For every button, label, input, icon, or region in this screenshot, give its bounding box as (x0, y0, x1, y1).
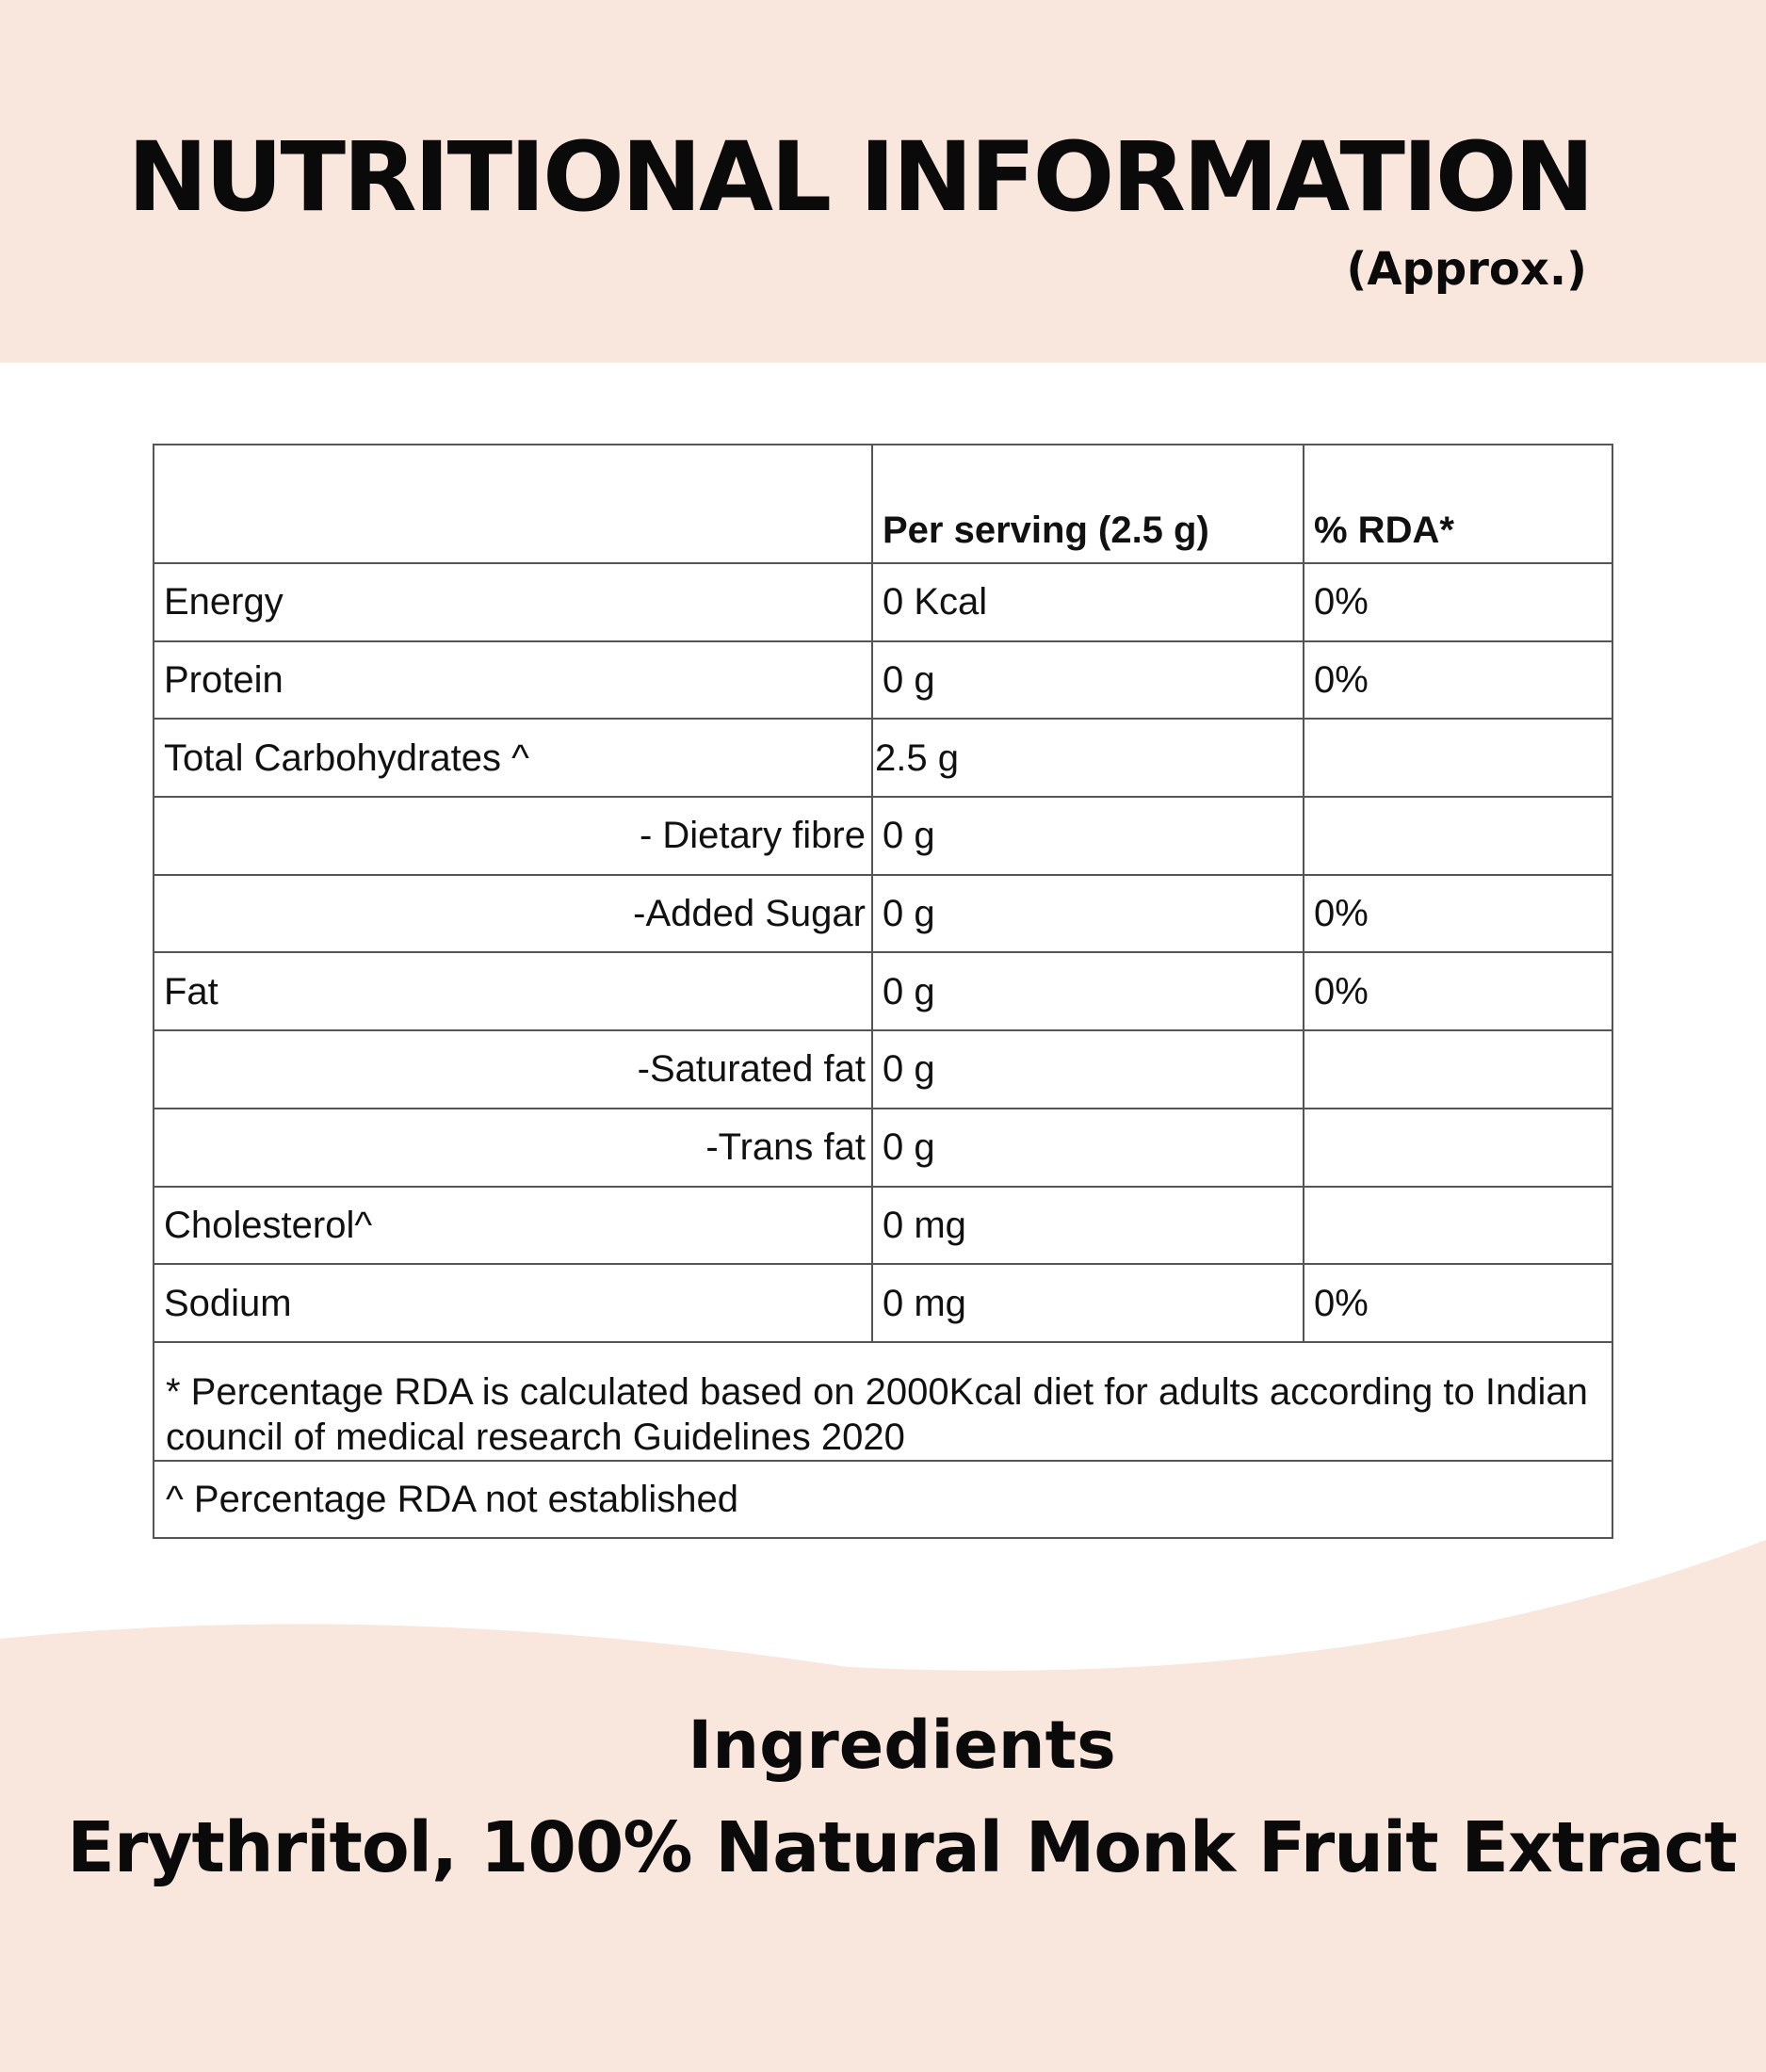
page-title: NUTRITIONAL INFORMATION (127, 121, 1592, 234)
page-subtitle: (Approx.) (1346, 243, 1587, 296)
per-serving-value: 0 mg (873, 1188, 1304, 1264)
ingredients-list: Erythritol, 100% Natural Monk Fruit Extract (67, 1807, 1737, 1888)
table-row (154, 796, 1612, 874)
table-row (154, 874, 1612, 952)
per-serving-value: 0 g (873, 1109, 1304, 1186)
footnote-rda-basis: * Percentage RDA is calculated based on 2000Kcal diet for adults according to Indian council of medical research Guidelines 2020 (154, 1341, 1612, 1460)
rda-value (1304, 720, 1612, 796)
nutrition-table (153, 444, 1613, 1539)
nutrient-name: Total Carbohydrates ^ (154, 720, 873, 796)
bottom-wave-background (0, 1507, 1766, 2072)
per-serving-value: 0 g (873, 642, 1304, 719)
per-serving-value: 0 g (873, 953, 1304, 1029)
table-row (154, 951, 1612, 1029)
column-header-rda: % RDA* (1314, 510, 1454, 551)
rda-value (1304, 1031, 1612, 1108)
table-row (154, 1263, 1612, 1341)
per-serving-value: 2.5 g (873, 720, 1304, 796)
nutrient-name: Protein (154, 642, 873, 719)
rda-value: 0% (1314, 970, 1369, 1012)
rda-value: 0% (1314, 581, 1369, 623)
column-header-nutrient (154, 445, 873, 562)
per-serving-value: 0 g (873, 876, 1304, 952)
rda-value: 0% (1314, 659, 1369, 702)
nutrient-name: Sodium (154, 1265, 873, 1341)
table-row (154, 1029, 1612, 1108)
per-serving-value: 0 mg (873, 1265, 1304, 1341)
table-row (154, 718, 1612, 796)
nutrient-name: -Added Sugar (154, 876, 873, 952)
table-header-row (154, 445, 1612, 562)
rda-value: 0% (1314, 1282, 1369, 1324)
nutrient-name: Cholesterol^ (154, 1188, 873, 1264)
per-serving-value: 0 g (873, 1031, 1304, 1108)
nutrient-name: Energy (154, 564, 873, 640)
per-serving-value: 0 Kcal (873, 564, 1304, 640)
table-row (154, 640, 1612, 719)
ingredients-title: Ingredients (688, 1707, 1116, 1784)
table-row (154, 1186, 1612, 1264)
nutrient-name: -Trans fat (154, 1109, 873, 1186)
footnote-rda-not-established: ^ Percentage RDA not established (154, 1460, 1612, 1537)
table-row (154, 562, 1612, 640)
rda-value: 0% (1314, 893, 1369, 935)
rda-value (1304, 1109, 1612, 1186)
rda-value (1304, 1188, 1612, 1264)
column-header-per-serving: Per serving (2.5 g) (873, 445, 1304, 562)
nutrient-name: Fat (154, 953, 873, 1029)
rda-value (1304, 798, 1612, 874)
nutrient-name: -Saturated fat (154, 1031, 873, 1108)
table-row (154, 1108, 1612, 1186)
nutrient-name: - Dietary fibre (154, 798, 873, 874)
per-serving-value: 0 g (873, 798, 1304, 874)
